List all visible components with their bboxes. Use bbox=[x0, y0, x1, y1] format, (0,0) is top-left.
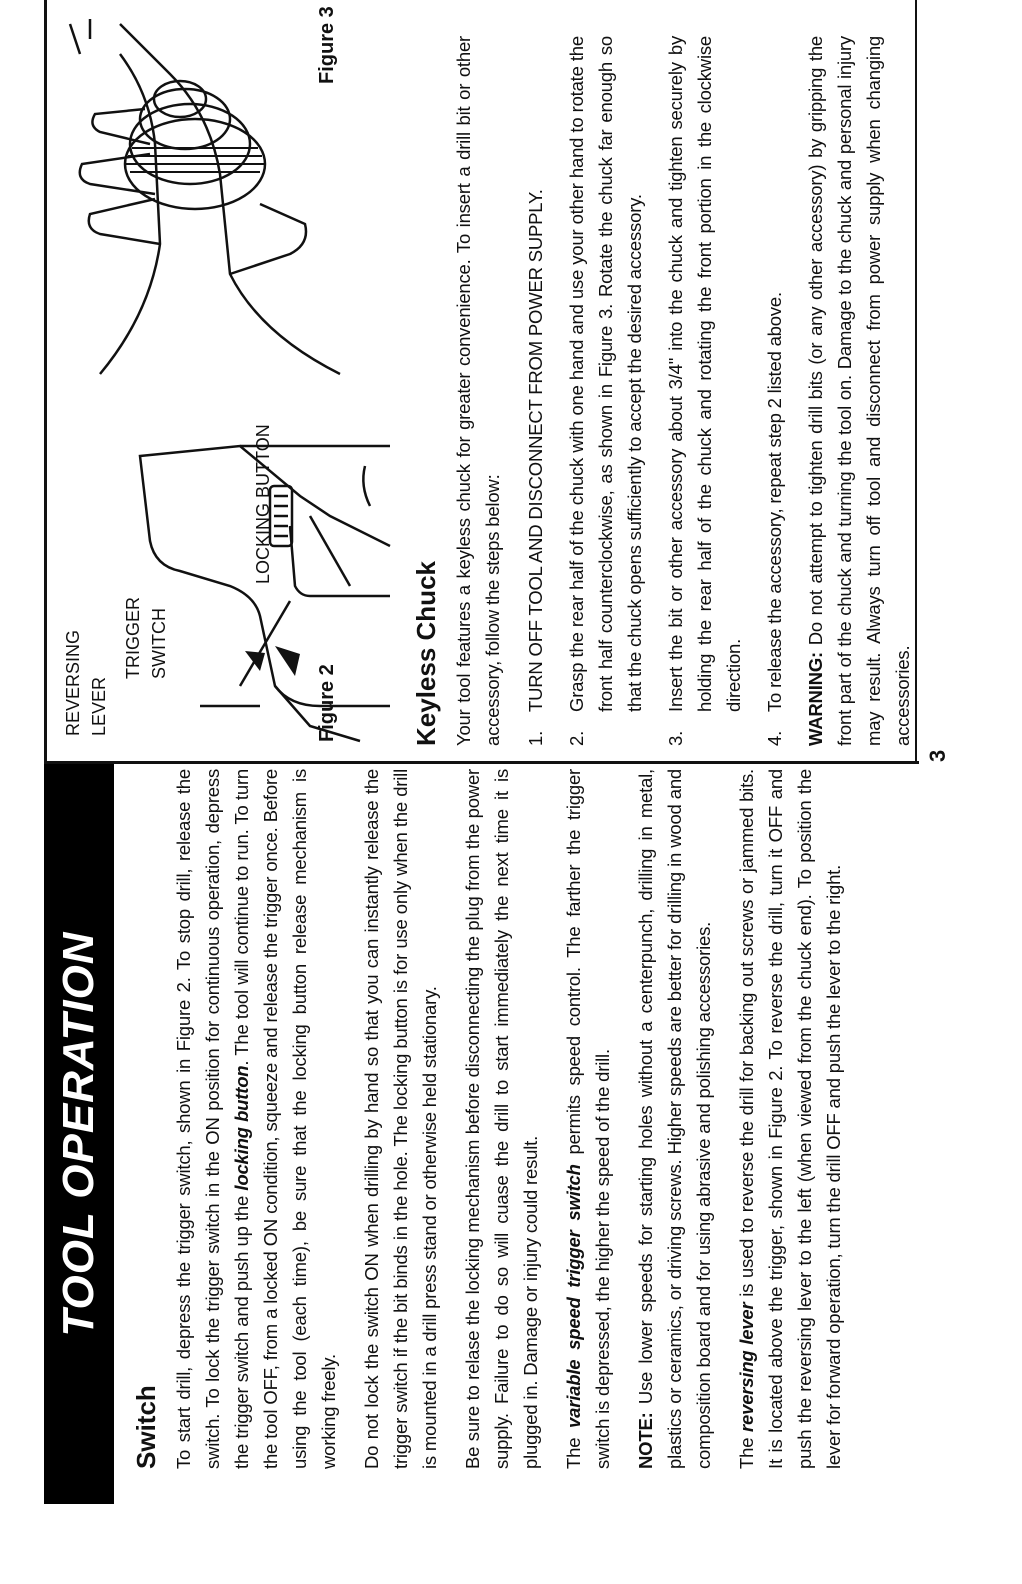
switch-section bbox=[132, 769, 862, 1469]
chuck-intro: Your tool features a keyless chuck for greater convenience. To insert a drill bit or other accessory, follow the steps below: bbox=[453, 36, 503, 746]
callout-trigger-switch: TRIGGER SWITCH bbox=[123, 596, 169, 679]
switch-paragraph-1: To start drill, depress the trigger switch, shown in Figure 2. To stop drill, release the switch. To lock the trigger switch in the ON position for continuous operation, depress the trigger switch and push up the locking button. The tool will continue to run. To turn the tool OFF, from a locked ON condition, squeeze and release the trigger once. Before using the tool (each time), be sure that the locking button release mechanism is working freely. bbox=[173, 768, 339, 1469]
callout-locking-button: LOCKING BUTTON bbox=[253, 424, 273, 584]
switch-heading: Switch bbox=[131, 1385, 161, 1469]
figure-2-label: Figure 2 bbox=[316, 664, 338, 742]
figure-3-chuck-illustration bbox=[60, 14, 360, 394]
switch-paragraph-2: Do not lock the switch ON when drilling by hand so that you can instantly release the trigger switch if the bit binds in the hole. The locking button is for use only when the drill is mounted in a drill press stand or otherwise held stationary. bbox=[361, 769, 440, 1469]
chuck-step: 1. TURN OFF TOOL AND DISCONNECT FROM POWER SUPPLY. bbox=[525, 189, 546, 746]
switch-paragraph-5: The reversing lever is used to reverse the drill for backing out screws or jammed bits. It is located above the trigger, shown in Figure 2. To reverse the drill, turn it OFF and push the reversing lever to the left (when viewed from the chuck end). To position the lever for forward operation, turn the drill OFF and push the lever to the right. bbox=[736, 768, 844, 1469]
section-banner bbox=[44, 764, 114, 1504]
chuck-step: 2. Grasp the rear half of the chuck with one hand and use your other hand to rotate the front half counterclockwise, as shown in Figure 3. Rotate the chuck far enough so that the chuck opens sufficiently to accept the desired accessory. bbox=[566, 36, 645, 746]
chuck-step: 4. To release the accessory, repeat step 2 listed above. bbox=[764, 292, 785, 746]
column-divider bbox=[44, 761, 919, 764]
chuck-step: 3. Insert the bit or other accessory about 3/4" into the chuck and tighten securely by holding the rear half of the chuck and rotating the front portion in the clockwise direction. bbox=[665, 36, 744, 746]
switch-paragraph-3: Be sure to relase the locking mechanism before disconnecting the plug from the power supply. Failure to do so will cuase the drill to start immediately the next time it is plugged in. Damage or injury could result. bbox=[462, 769, 541, 1469]
keyless-chuck-heading: Keyless Chuck bbox=[411, 561, 441, 746]
top-rule bbox=[44, 0, 47, 764]
figure-3-label: Figure 3 bbox=[316, 6, 338, 84]
switch-paragraph-4: The variable speed trigger switch permits speed control. The farther the trigger switch is depressed, the higher the speed of the drill. bbox=[563, 768, 613, 1469]
keyless-chuck-section bbox=[412, 36, 931, 746]
chuck-steps-list bbox=[521, 36, 789, 746]
warning-paragraph: WARNING: Do not attempt to tighten drill bits (or any other accessory) by gripping the front part of the chuck and turning the tool on. Damage to the chuck and personal injury may result. Always turn off tool and disconnect from power supply when changing accessories. bbox=[805, 36, 913, 746]
note-paragraph: NOTE: Use lower speeds for starting holes without a centerpunch, drilling in metal, plastics or ceramics, or driving screws. Higher speeds are better for drilling in wood and composition board and for using abrasive and polishing accessories. bbox=[635, 769, 714, 1469]
callout-reversing-lever: REVERSING LEVER bbox=[63, 629, 109, 736]
banner-title: TOOL OPERATION bbox=[54, 931, 103, 1337]
page-number: 3 bbox=[925, 749, 950, 762]
